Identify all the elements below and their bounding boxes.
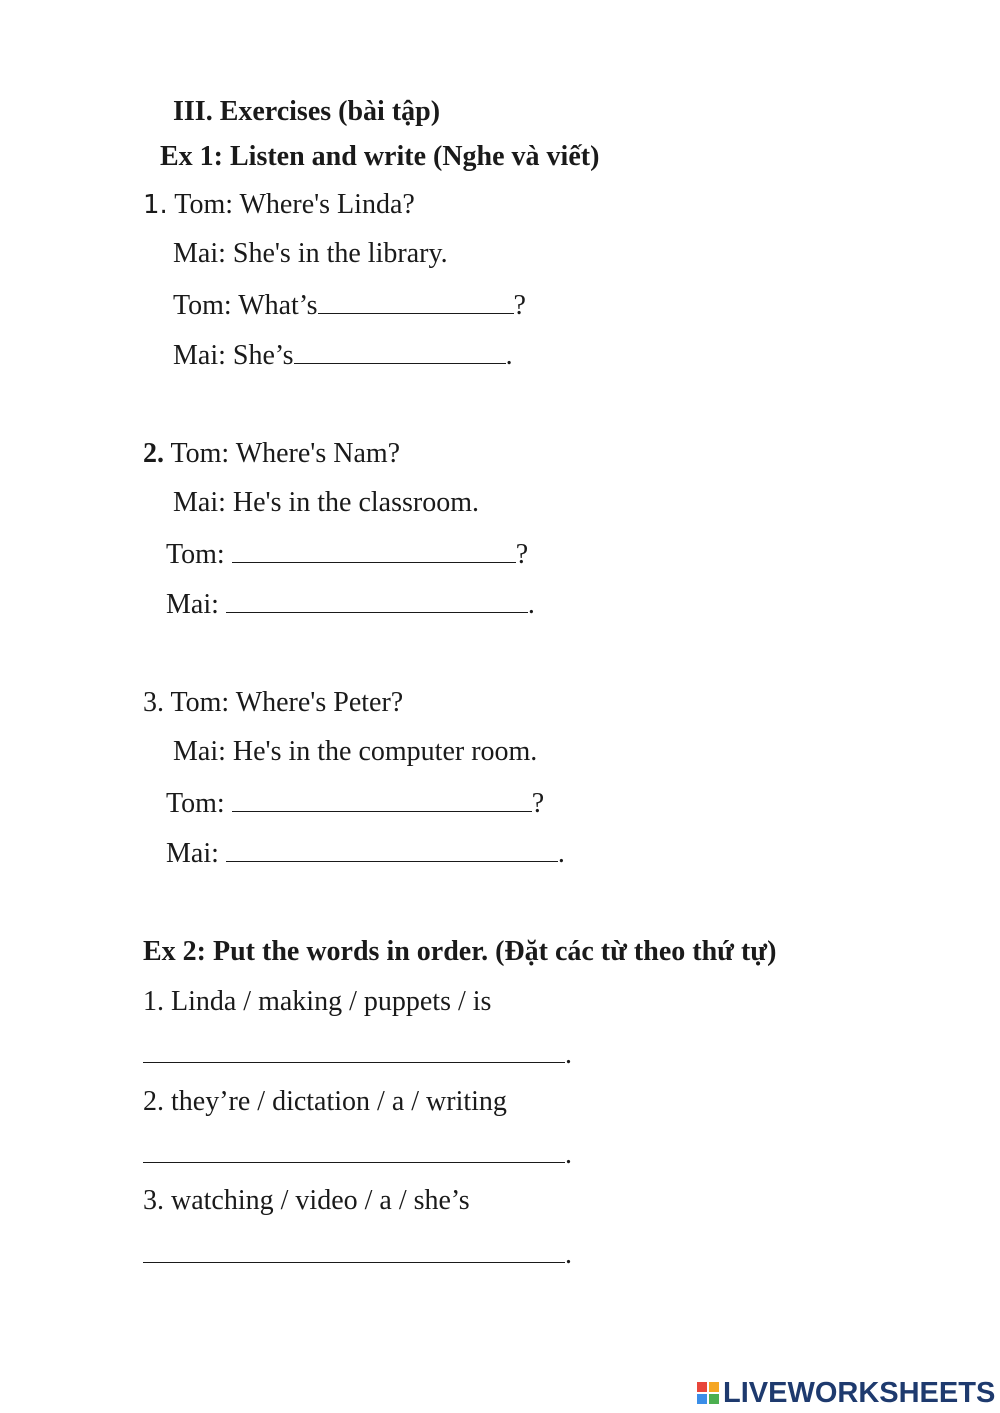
answer-blank[interactable]	[143, 1036, 565, 1063]
ex1-q1-number: 1.	[143, 190, 168, 220]
ex1-q3-line4: Mai: .	[166, 835, 565, 871]
answer-blank[interactable]	[226, 586, 528, 613]
ex2-item-prompt: 3. watching / video / a / she’s	[143, 1185, 470, 1216]
answer-blank[interactable]	[143, 1236, 565, 1263]
liveworksheets-logo[interactable]	[697, 1376, 995, 1410]
ex2-item-answer: .	[143, 1136, 572, 1172]
logo-text: LIVEWORKSHEETS	[723, 1376, 996, 1409]
answer-blank[interactable]	[318, 287, 514, 314]
ex1-q2-line4: Mai: .	[166, 586, 535, 622]
ex1-q1-line1: 1. Tom: Where's Linda?	[143, 189, 415, 220]
ex2-item-prompt: 2. they’re / dictation / a / writing	[143, 1086, 507, 1117]
ex2-item-prompt: 1. Linda / making / puppets / is	[143, 986, 492, 1017]
ex1-q3-line3: Tom: ?	[166, 785, 544, 821]
ex1-title: Ex 1: Listen and write (Nghe và viết)	[160, 141, 600, 172]
ex2-item-answer: .	[143, 1036, 572, 1072]
section-title: III. Exercises (bài tập)	[173, 96, 441, 127]
answer-blank[interactable]	[294, 337, 506, 364]
ex1-q1-line2: Mai: She's in the library.	[173, 238, 448, 269]
ex1-q2-line1: 2. Tom: Where's Nam?	[143, 438, 401, 469]
ex2-title: Ex 2: Put the words in order. (Đặt các từ theo thứ tự)	[143, 936, 777, 967]
ex1-q3-line2: Mai: He's in the computer room.	[173, 736, 538, 767]
ex1-q1-line3: Tom: What’s ?	[173, 287, 526, 323]
ex1-q3-line1: 3. Tom: Where's Peter?	[143, 687, 404, 718]
answer-blank[interactable]	[143, 1136, 565, 1163]
answer-blank[interactable]	[232, 785, 532, 812]
ex1-q2-line2: Mai: He's in the classroom.	[173, 487, 479, 518]
answer-blank[interactable]	[226, 835, 558, 862]
ex1-q2-number: 2.	[143, 438, 164, 469]
logo-blocks-icon	[697, 1382, 719, 1404]
answer-blank[interactable]	[232, 536, 516, 563]
ex1-q1-line4: Mai: She’s .	[173, 337, 513, 373]
ex2-item-answer: .	[143, 1236, 572, 1272]
ex1-q2-line3: Tom: ?	[166, 536, 528, 572]
